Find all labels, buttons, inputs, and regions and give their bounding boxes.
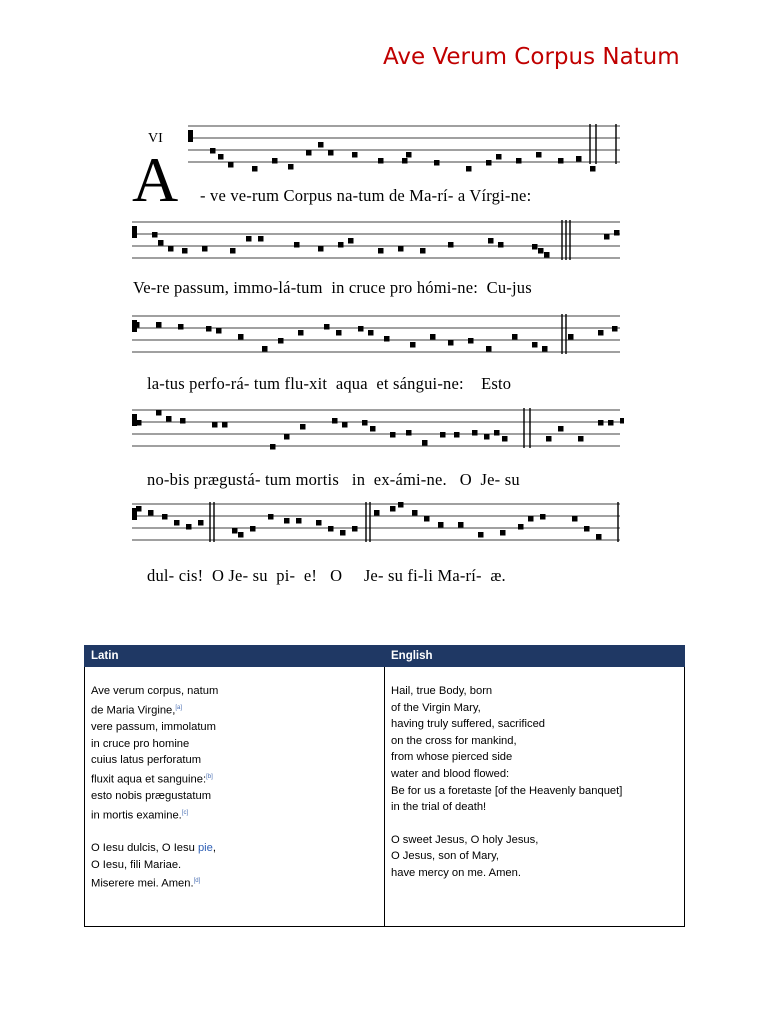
neume-note <box>324 324 330 330</box>
neume-note <box>466 166 472 172</box>
chant-lyric-line-3: la-tus perfo-rá- tum flu-xit aqua et sángui-ne: Esto <box>147 374 512 393</box>
neume-note <box>402 158 408 164</box>
neume-note <box>300 424 306 430</box>
chant-mode-label: VI <box>148 131 163 146</box>
neume-note <box>258 236 264 242</box>
neume-note <box>540 514 546 520</box>
translation-table <box>84 645 685 927</box>
neume-note <box>378 158 384 164</box>
neume-note <box>528 516 534 522</box>
neume-note <box>438 522 444 528</box>
latin-line: in cruce pro homine <box>91 737 190 750</box>
neume-note <box>576 156 582 162</box>
neume-note <box>136 420 142 426</box>
neume-note <box>316 520 322 526</box>
neume-note <box>398 502 404 508</box>
neume-note <box>468 338 474 344</box>
neume-note <box>518 524 524 530</box>
neume-note <box>488 238 494 244</box>
neume-note <box>384 336 390 342</box>
neume-note <box>568 334 574 340</box>
neume-note <box>294 242 300 248</box>
neume-note <box>210 148 216 154</box>
footnote-b-link[interactable]: [b] <box>206 773 213 780</box>
neume-note <box>238 532 244 538</box>
footnote-c-link[interactable]: [c] <box>181 809 189 816</box>
neume-note <box>532 244 538 250</box>
latin-line: vere passum, immolatum <box>91 720 216 733</box>
neume-note <box>148 510 154 516</box>
neume-note <box>608 420 614 426</box>
footnote-a-link[interactable]: [a] <box>175 704 183 711</box>
chant-lyric-line-1: - ve ve-rum Corpus na-tum de Ma-rí- a Vírgi-ne: <box>200 186 532 205</box>
neume-note <box>328 150 334 156</box>
neume-note <box>412 510 418 516</box>
neume-note <box>558 158 564 164</box>
neume-note <box>222 422 228 428</box>
neume-note <box>206 326 212 332</box>
neume-note <box>152 232 158 238</box>
chant-initial-letter: A <box>132 144 179 215</box>
neume-note <box>340 530 346 536</box>
latin-line: O Iesu dulcis, O Iesu pie, <box>91 841 216 854</box>
neume-note <box>180 418 186 424</box>
neume-note <box>332 418 338 424</box>
neume-note <box>378 248 384 254</box>
neume-note <box>406 430 412 436</box>
neume-note <box>228 162 234 168</box>
english-line: from whose pierced side <box>391 751 513 764</box>
english-line: in the trial of death! <box>391 801 487 814</box>
neume-note <box>342 422 348 428</box>
neume-note <box>136 506 142 512</box>
neume-note <box>336 330 342 336</box>
neume-note <box>374 510 380 516</box>
neume-note <box>362 420 368 426</box>
neume-note <box>218 154 224 160</box>
neume-note <box>288 164 294 170</box>
neume-note <box>272 158 278 164</box>
chant-lyric-line-4: no-bis prægustá- tum mortis in ex-ámi-ne. O Je- su <box>147 470 520 489</box>
neume-note <box>420 248 426 254</box>
neume-note <box>502 436 508 442</box>
neume-note <box>270 444 276 450</box>
neume-note <box>498 242 504 248</box>
neume-note <box>358 326 364 332</box>
neume-note <box>494 430 500 436</box>
pie-link[interactable]: pie <box>197 841 213 854</box>
neume-note <box>538 248 544 254</box>
neume-note <box>174 520 180 526</box>
clef-mark <box>132 226 137 238</box>
neume-note <box>296 518 302 524</box>
neume-note <box>370 426 376 432</box>
neume-note <box>178 324 184 330</box>
english-line: Be for us a foretaste [of the Heavenly banquet] <box>391 784 623 797</box>
latin-line: Miserere mei. Amen.[d] <box>91 877 201 890</box>
english-stanza-2 <box>391 832 678 882</box>
neume-note <box>306 150 312 156</box>
chant-lyric-line-5: dul- cis! O Je- su pi- e! O Je- su fi-li Ma-rí- æ. <box>147 566 506 585</box>
neume-note <box>318 246 324 252</box>
english-column-header: English <box>385 646 685 667</box>
neume-note <box>590 166 596 172</box>
latin-line: O Iesu, fili Mariae. <box>91 858 182 871</box>
english-text-cell <box>385 667 685 927</box>
neume-note <box>278 338 284 344</box>
neume-note <box>448 242 454 248</box>
neume-note <box>202 246 208 252</box>
neume-note <box>406 152 412 158</box>
neume-note <box>440 432 446 438</box>
neume-note <box>434 160 440 166</box>
neume-note <box>596 534 602 540</box>
english-stanza-1 <box>391 683 678 816</box>
neume-note <box>448 340 454 346</box>
latin-line: Ave verum corpus, natum <box>91 685 219 697</box>
latin-stanza-2 <box>91 840 378 893</box>
neume-note <box>284 434 290 440</box>
neume-note <box>544 252 550 258</box>
neume-note <box>246 236 252 242</box>
clef-mark <box>188 130 193 142</box>
neume-note <box>424 516 430 522</box>
neume-note <box>166 416 172 422</box>
latin-text-cell <box>85 667 385 927</box>
document-title: Ave Verum Corpus Natum <box>383 44 680 70</box>
neume-note <box>134 322 140 328</box>
neume-note <box>496 154 502 160</box>
neume-note <box>162 514 168 520</box>
neume-note <box>198 520 204 526</box>
english-line: on the cross for mankind, <box>391 734 517 747</box>
neume-note <box>390 506 396 512</box>
neume-note <box>182 248 188 254</box>
neume-note <box>532 342 538 348</box>
neume-note <box>614 230 620 236</box>
neume-note <box>250 526 256 532</box>
chant-lyric-line-2: Ve-re passum, immo-lá-tum in cruce pro hómi-ne: Cu-jus <box>133 278 532 297</box>
latin-line: esto nobis prægustatum <box>91 790 212 803</box>
neume-note <box>604 234 610 240</box>
neume-note <box>500 530 506 536</box>
neume-note <box>598 330 604 336</box>
neume-note <box>620 418 624 424</box>
neume-note <box>472 430 478 436</box>
neume-note <box>536 152 542 158</box>
neume-note <box>486 160 492 166</box>
neume-note <box>318 142 324 148</box>
english-line: O sweet Jesus, O holy Jesus, <box>391 833 539 846</box>
neume-note <box>212 422 218 428</box>
neume-note <box>252 166 258 172</box>
latin-stanza-1 <box>91 683 378 824</box>
neume-note <box>558 426 564 432</box>
neume-note <box>422 440 428 446</box>
latin-line: in mortis examine.[c] <box>91 809 189 822</box>
neume-note <box>572 516 578 522</box>
neume-note <box>512 334 518 340</box>
neume-note <box>338 242 344 248</box>
neume-note <box>584 526 590 532</box>
english-line: of the Virgin Mary, <box>391 701 481 714</box>
neume-note <box>232 528 238 534</box>
neume-note <box>156 410 162 416</box>
neume-note <box>156 322 162 328</box>
neume-note <box>284 518 290 524</box>
latin-column-header: Latin <box>85 646 385 667</box>
neume-note <box>612 326 618 332</box>
neume-note <box>268 514 274 520</box>
neume-note <box>578 436 584 442</box>
neume-note <box>486 346 492 352</box>
latin-line: de Maria Virgine,[a] <box>91 704 183 717</box>
neume-note <box>186 524 192 530</box>
latin-line: fluxit aqua et sanguine:[b] <box>91 773 213 786</box>
neume-note <box>328 526 334 532</box>
english-line: water and blood flowed: <box>391 767 510 780</box>
neume-note <box>230 248 236 254</box>
neume-note <box>598 420 604 426</box>
neume-note <box>398 246 404 252</box>
neume-note <box>352 526 358 532</box>
latin-line: cuius latus perforatum <box>91 754 202 767</box>
neume-note <box>262 346 268 352</box>
neume-note <box>368 330 374 336</box>
neume-note <box>516 158 522 164</box>
footnote-d-link[interactable]: [d] <box>193 878 201 885</box>
neume-note <box>458 522 464 528</box>
neume-note <box>168 246 174 252</box>
neume-note <box>348 238 354 244</box>
neume-note <box>158 240 164 246</box>
neume-note <box>484 434 490 440</box>
english-line: O Jesus, son of Mary, <box>391 850 499 863</box>
english-line: have mercy on me. Amen. <box>391 866 521 879</box>
neume-note <box>478 532 484 538</box>
neume-note <box>216 328 222 334</box>
neume-note <box>298 330 304 336</box>
neume-note <box>352 152 358 158</box>
neume-note <box>430 334 436 340</box>
neume-note <box>542 346 548 352</box>
english-line: Hail, true Body, born <box>391 685 493 697</box>
english-line: having truly suffered, sacrificed <box>391 718 546 731</box>
neume-note <box>454 432 460 438</box>
neume-note <box>390 432 396 438</box>
neume-note <box>410 342 416 348</box>
neume-note <box>546 436 552 442</box>
neume-note <box>238 334 244 340</box>
